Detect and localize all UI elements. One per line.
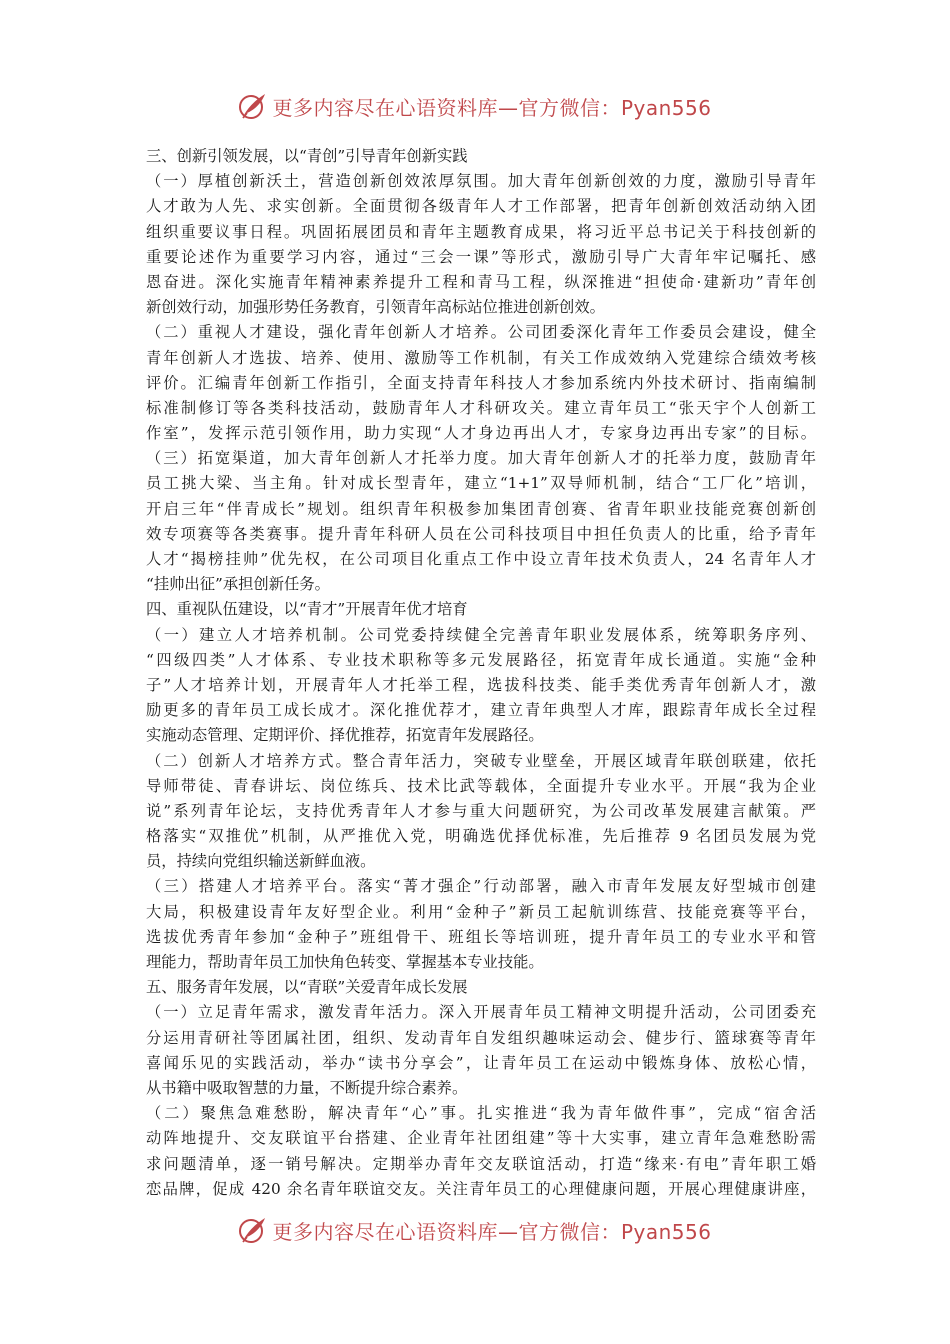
text-line: 员，持续向党组织输送新鲜血液。 <box>146 852 376 871</box>
text-line: （二）重视人才建设，强化青年创新人才培养。公司团委深化青年工作委员会建设，健全 <box>146 323 816 342</box>
text-line: 作室”，发挥示范引领作用，助力实现“人才身边再出人才，专家身边再出专家”的目标。 <box>146 424 816 443</box>
header-banner <box>0 86 950 126</box>
text-line: （一）厚植创新沃土，营造创新创效浓厚氛围。加大青年创新创效的力度，激励引导青年 <box>146 172 816 191</box>
text-line: 说”系列青年论坛，支持优秀青年人才参与重大问题研究，为公司改革发展建言献策。严 <box>146 801 816 820</box>
text-line: 格落实“双推优”机制，从严推优入党，明确选优择优标准，先后推荐 9 名团员发展为党 <box>146 827 816 846</box>
text-line: 青年创新人才选拔、培养、使用、激励等工作机制，有关工作成效纳入党建综合绩效考核 <box>146 348 816 367</box>
text-line: “四级四类”人才体系、专业技术职称等多元发展路径，拓宽青年成长通道。实施“金种 <box>146 650 816 669</box>
text-line: （一）建立人才培养机制。公司党委持续健全完善青年职业发展体系，统筹职务序列、 <box>146 625 816 644</box>
text-line: 从书籍中吸取智慧的力量，不断提升综合素养。 <box>146 1078 468 1097</box>
text-line: （三）搭建人才培养平台。落实“菁才强企”行动部署，融入市青年发展友好型城市创建 <box>146 877 816 896</box>
text-line: 评价。汇编青年创新工作指引，全面支持青年科技人才参加系统内外技术研讨、指南编制 <box>146 373 816 392</box>
text-line: （二）聚焦急难愁盼，解决青年“心”事。扎实推进“我为青年做件事”，完成“宿舍活 <box>146 1104 816 1123</box>
text-line: 五、服务青年发展，以“青联”关爱青年成长发展 <box>146 978 468 997</box>
footer-banner-text: 更多内容尽在心语资料库—官方微信：Pyan556 <box>272 1219 712 1244</box>
text-line: 大局，积极建设青年友好型企业。利用“金种子”新员工起航训练营、技能竞赛等平台， <box>146 902 816 921</box>
text-line: 三、创新引领发展，以“青创”引导青年创新实践 <box>146 147 468 165</box>
text-line: 喜闻乐见的实践活动，举办“读书分享会”，让青年员工在运动中锻炼身体、放松心情， <box>146 1053 816 1072</box>
text-line: （一）立足青年需求，激发青年活力。深入开展青年员工精神文明提升活动，公司团委充 <box>146 1003 816 1022</box>
text-line: “挂帅出征”承担创新任务。 <box>146 575 330 594</box>
text-line: 励更多的青年员工成长成才。深化推优荐才，建立青年典型人才库，跟踪青年成长全过程 <box>146 701 816 720</box>
text-line: 理能力，帮助青年员工加快角色转变、掌握基本专业技能。 <box>146 953 544 971</box>
text-line: 实施动态管理、定期评价、择优推荐，拓宽青年发展路径。 <box>146 726 544 745</box>
text-line: 四、重视队伍建设，以“青才”开展青年优才培育 <box>146 600 468 619</box>
text-line: 重要论述作为重要学习内容，通过“三会一课”等形式，激励引导广大青年牢记嘱托、感 <box>146 247 816 266</box>
text-line: 员工挑大梁、当主角。针对成长型青年，建立“1+1”双导师机制，结合“工厂化”培训， <box>146 474 816 493</box>
text-line: 新创效行动，加强形势任务教育，引领青年高标站位推进创新创效。 <box>146 298 605 317</box>
text-line: 导师带徒、青春讲坛、岗位练兵、技术比武等载体，全面提升专业水平。开展“我为企业 <box>146 776 816 795</box>
text-line: 标准制修订等各类科技活动，鼓励青年人才科研攻关。建立青年员工“张天宇个人创新工 <box>146 398 816 417</box>
text-line: 效专项赛等各类赛事。提升青年科研人员在公司科技项目中担任负责人的比重，给予青年 <box>146 524 816 543</box>
text-line: 恩奋进。深化实施青年精神素养提升工程和青马工程，纵深推进“担使命·建新功”青年创 <box>146 272 816 291</box>
text-line: 求问题清单，逐一销号解决。定期举办青年交友联谊活动，打造“缘来·有电”青年职工婚 <box>146 1154 816 1173</box>
text-line: （三）拓宽渠道，加大青年创新人才托举力度。加大青年创新人才的托举力度，鼓励青年 <box>146 449 816 468</box>
quill-logo-icon <box>238 1215 268 1245</box>
text-line: 人才敢为人先、求实创新。全面贯彻各级青年人才工作部署，把青年创新创效活动纳入团 <box>146 197 816 216</box>
header-banner-text: 更多内容尽在心语资料库—官方微信：Pyan556 <box>272 95 712 120</box>
text-line: 分运用青研社等团属社团，组织、发动青年自发组织趣味运动会、健步行、篮球赛等青年 <box>146 1028 816 1047</box>
text-line: （二）创新人才培养方式。整合青年活力，突破专业壁垒，开展区域青年联创联建，依托 <box>146 751 816 770</box>
document-body <box>146 144 816 1202</box>
text-line: 动阵地提升、交友联谊平台搭建、企业青年社团组建”等十大实事，建立青年急难愁盼需 <box>146 1129 816 1148</box>
text-line: 恋品牌，促成 420 余名青年联谊交友。关注青年员工的心理健康问题，开展心理健康讲座， <box>146 1179 816 1198</box>
text-line: 人才“揭榜挂帅”优先权，在公司项目化重点工作中设立青年技术负责人，24 名青年人才 <box>146 550 816 568</box>
text-line: 开启三年“伴青成长”规划。组织青年积极参加集团青创赛、省青年职业技能竞赛创新创 <box>146 499 816 518</box>
text-line: 子”人才培养计划，开展青年人才托举工程，选拔科技类、能手类优秀青年创新人才，激 <box>146 675 816 694</box>
text-line: 组织重要议事日程。巩固拓展团员和青年主题教育成果，将习近平总书记关于科技创新的 <box>146 222 816 241</box>
quill-logo-icon <box>238 91 268 121</box>
text-line: 选拔优秀青年参加“金种子”班组骨干、班组长等培训班，提升青年员工的专业水平和管 <box>146 927 816 946</box>
footer-banner <box>0 1210 950 1250</box>
